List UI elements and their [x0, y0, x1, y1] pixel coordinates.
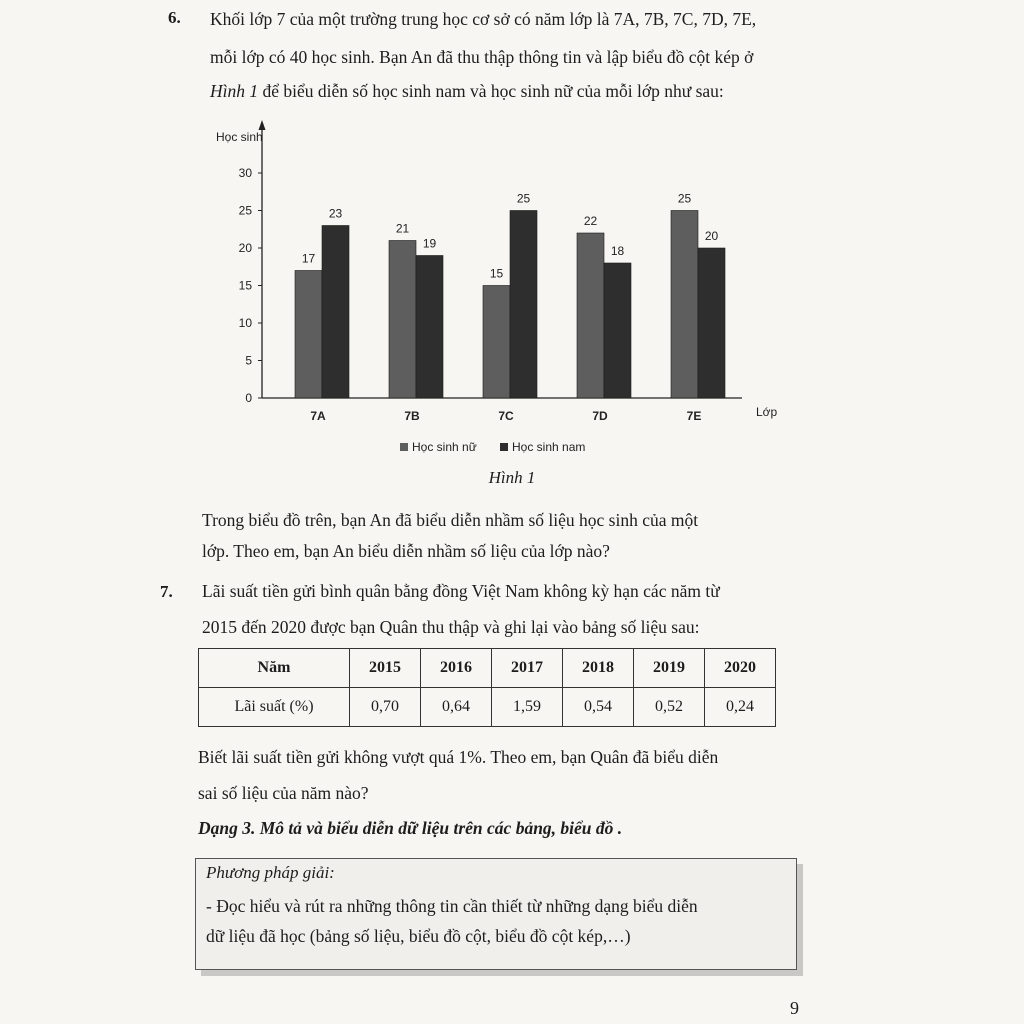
bar-7e-female — [671, 211, 698, 399]
interest-rate-table — [198, 648, 776, 727]
table-cell: 0,54 — [563, 688, 634, 727]
method-text — [206, 891, 698, 951]
legend-swatch — [400, 443, 408, 451]
page-number: 9 — [790, 998, 799, 1018]
bar-value-label: 21 — [395, 221, 410, 236]
method-line-1: - Đọc hiểu và rút ra những thông tin cần thiết từ những dạng biểu diễn — [206, 896, 698, 916]
bar-value-label: 19 — [422, 236, 437, 251]
question-7-after-line-2: sai số liệu của năm nào? — [198, 783, 369, 803]
bars — [295, 192, 725, 424]
table-year: 2020 — [705, 649, 776, 688]
method-line-2: dữ liệu đã học (bảng số liệu, biểu đồ cột, biểu đồ cột kép,…) — [206, 926, 631, 946]
question-7-number: 7. — [160, 582, 173, 601]
bar-value-label: 15 — [489, 266, 504, 281]
y-tick-label: 25 — [238, 203, 252, 218]
bar-7a-female — [295, 271, 322, 399]
question-7-after-line-1: Biết lãi suất tiền gửi không vượt quá 1%. Theo em, bạn Quân đã biểu diễn — [198, 747, 719, 767]
question-6-line-1: Khối lớp 7 của một trường trung học cơ sở có năm lớp là 7A, 7B, 7C, 7D, 7E, — [210, 9, 757, 29]
method-box — [195, 858, 797, 970]
bar-value-label: 23 — [328, 206, 343, 221]
bar-7b-female — [389, 241, 416, 399]
category-label: 7C — [498, 409, 514, 423]
section-heading: Dạng 3. Mô tả và biểu diễn dữ liệu trên các bảng, biểu đồ . — [198, 818, 623, 838]
bar-7d-male — [604, 263, 631, 398]
bar-7e-male — [698, 248, 725, 398]
legend-swatch — [500, 443, 508, 451]
category-label: 7A — [310, 409, 326, 423]
bar-value-label: 20 — [704, 229, 719, 243]
legend-label: Học sinh nữ — [412, 440, 477, 454]
table-year: 2016 — [421, 649, 492, 688]
figure-reference: Hình 1 — [210, 81, 259, 101]
figure-caption: Hình 1 — [488, 468, 536, 487]
question-6-prompt-line-2: lớp. Theo em, bạn An biểu diễn nhầm số liệu của lớp nào? — [202, 541, 610, 561]
chart-legend — [400, 440, 585, 454]
table-year: 2019 — [634, 649, 705, 688]
category-label: 7D — [592, 409, 608, 423]
y-tick-label: 10 — [238, 316, 252, 330]
y-axis-arrow — [259, 120, 266, 130]
y-tick-label: 20 — [238, 241, 252, 255]
bar-value-label: 22 — [583, 214, 598, 228]
y-tick-label: 15 — [238, 278, 252, 293]
table-cell: 0,52 — [634, 688, 705, 727]
bar-7d-female — [577, 233, 604, 398]
category-label: 7B — [404, 409, 420, 423]
bar-7a-male — [322, 226, 349, 399]
y-tick-label: 5 — [245, 353, 252, 368]
double-bar-chart — [0, 0, 1024, 470]
y-tick-label: 30 — [238, 166, 252, 180]
bar-7b-male — [416, 256, 443, 399]
bar-value-label: 17 — [301, 251, 316, 266]
question-7-line-2: 2015 đến 2020 được bạn Quân thu thập và ghi lại vào bảng số liệu sau: — [202, 617, 700, 637]
table-header-row — [199, 649, 776, 688]
bar-7c-male — [510, 211, 537, 399]
bar-value-label: 25 — [677, 191, 692, 206]
y-ticks — [239, 166, 262, 405]
table-cell: 0,24 — [705, 688, 776, 727]
bar-value-label: 18 — [610, 244, 625, 258]
question-6-line-2: mỗi lớp có 40 học sinh. Bạn An đã thu thập thông tin và lập biểu đồ cột kép ở — [210, 47, 754, 67]
table-year: 2017 — [492, 649, 563, 688]
table-row-label: Lãi suất (%) — [199, 688, 350, 727]
bar-value-label: 25 — [516, 191, 531, 206]
question-6-number: 6. — [168, 8, 181, 27]
table-cell: 0,64 — [421, 688, 492, 727]
table-row — [199, 688, 776, 727]
table-header-label: Năm — [199, 649, 350, 688]
question-6-prompt-line-1: Trong biểu đồ trên, bạn An đã biểu diễn nhầm số liệu học sinh của một — [202, 510, 699, 530]
table-cell: 0,70 — [350, 688, 421, 727]
table-year: 2015 — [350, 649, 421, 688]
question-7-line-1: Lãi suất tiền gửi bình quân bằng đồng Việt Nam không kỳ hạn các năm từ — [202, 581, 720, 601]
table-cell: 1,59 — [492, 688, 563, 727]
x-axis-label: Lớp — [756, 405, 778, 419]
y-tick-label: 0 — [245, 391, 252, 405]
legend-label: Học sinh nam — [512, 440, 586, 454]
question-6-line-3-rest: để biểu diễn số học sinh nam và học sinh nữ của mỗi lớp như sau: — [258, 81, 724, 101]
bar-7c-female — [483, 286, 510, 399]
category-label: 7E — [686, 409, 702, 423]
method-title: Phương pháp giải: — [206, 863, 335, 882]
table-year: 2018 — [563, 649, 634, 688]
y-axis-label: Học sinh — [216, 130, 263, 144]
